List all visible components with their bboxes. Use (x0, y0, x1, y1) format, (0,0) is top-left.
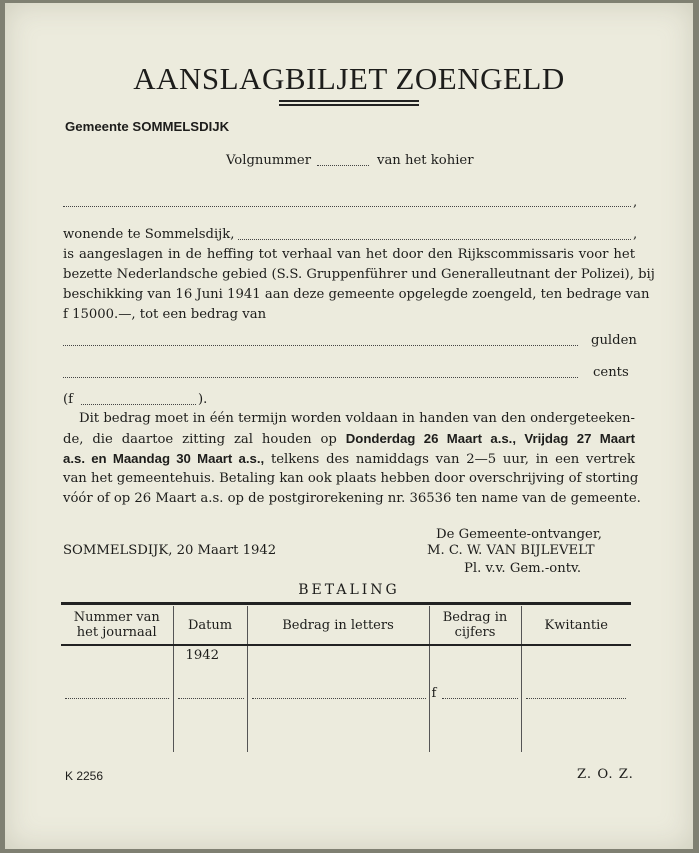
amount-letters-dots (252, 698, 426, 699)
header-amount-letters: Bedrag in letters (247, 606, 429, 645)
address-field[interactable] (238, 239, 631, 240)
signature-deputy: Pl. v.v. Gem.-ontv. (464, 561, 582, 576)
payment-title: BETALING (298, 582, 400, 598)
cents-label: cents (593, 365, 629, 380)
figures-amount-field[interactable] (81, 404, 196, 405)
journal-number-dots (65, 698, 169, 699)
volgnummer-label: Volgnummer (226, 153, 312, 168)
title-underline-top (279, 100, 419, 102)
assessment-text-line-2: bezette Nederlandsche gebied (S.S. Gruppenführer und Generalleutnant der Polizei), bij (63, 267, 655, 282)
notice-line-1: Dit bedrag moet in één termijn worden voldaan in handen van den ondergeteeken- (79, 411, 635, 426)
notice-line-4: van het gemeentehuis. Betaling kan ook plaats hebben door overschrijving of storting (63, 471, 639, 486)
amount-letters-cell[interactable] (247, 645, 429, 752)
municipality-heading: Gemeente SOMMELSDIJK (65, 119, 230, 134)
title-underline-bottom (279, 104, 419, 106)
header-amount-figures: Bedrag in cijfers (429, 606, 521, 645)
cents-amount-field[interactable] (63, 377, 578, 378)
journal-number-cell[interactable] (61, 645, 173, 752)
kohier-label: van het kohier (377, 153, 474, 168)
notice-line-3 (63, 449, 635, 470)
assessment-text-line-3: beschikking van 16 Juni 1941 aan deze gemeente opgelegde zoengeld, ten bedrage van (63, 287, 650, 302)
payment-table-top-rule (61, 602, 631, 605)
place-date: SOMMELSDIJK, 20 Maart 1942 (63, 543, 277, 558)
zoz-marker: Z. O. Z. (577, 767, 634, 782)
year-label: 1942 (185, 648, 220, 663)
notice-line-5: vóór of op 26 Maart a.s. op de postgirorekening nr. 36536 ten name van de gemeente. (63, 491, 641, 506)
document-title: AANSLAGBILJET ZOENGELD (133, 61, 565, 96)
form-sheet (5, 3, 693, 849)
date-cell[interactable] (173, 645, 247, 752)
amount-figures-cell[interactable] (429, 645, 521, 752)
assessment-text-line-4: f 15000.—, tot een bedrag van (63, 307, 267, 322)
volgnummer-field[interactable] (317, 165, 369, 166)
header-receipt: Kwitantie (521, 606, 631, 645)
signature-role: De Gemeente-ontvanger, (436, 527, 602, 542)
notice-line-2 (63, 429, 635, 450)
notice-dates-bold-1: Donderdag 26 Maart a.s., Vrijdag 27 Maart (345, 431, 635, 446)
header-journal-number: Nummer van het journaal (61, 606, 173, 645)
address-field-comma: , (633, 227, 638, 242)
figures-close: ). (198, 392, 208, 407)
receipt-dots (526, 698, 626, 699)
figures-f-label: f (431, 686, 437, 701)
wonende-label: wonende te Sommelsdijk, (63, 227, 235, 242)
name-field[interactable] (63, 206, 631, 207)
signature-name: M. C. W. VAN BIJLEVELT (427, 543, 595, 558)
name-field-comma: , (633, 195, 638, 210)
date-dots (178, 698, 244, 699)
amount-figures-dots (442, 698, 518, 699)
gulden-label: gulden (591, 333, 637, 348)
payment-table-header-row (61, 606, 631, 645)
notice-line-3-text: telkens des namiddags van 2—5 uur, in een vertrek (264, 452, 635, 467)
payment-table (61, 606, 631, 752)
notice-line-2-text: de, die daartoe zitting zal houden op (63, 432, 346, 447)
header-date: Datum (173, 606, 247, 645)
figures-open: (f (63, 392, 74, 407)
assessment-text-line-1: is aangeslagen in de heffing tot verhaal van het door den Rijkscommissaris voor het (63, 247, 635, 262)
form-code: K 2256 (65, 769, 104, 783)
payment-table-row (61, 645, 631, 752)
receipt-cell[interactable] (521, 645, 631, 752)
gulden-amount-field[interactable] (63, 345, 578, 346)
notice-dates-bold-2: a.s. en Maandag 30 Maart a.s., (63, 451, 265, 466)
